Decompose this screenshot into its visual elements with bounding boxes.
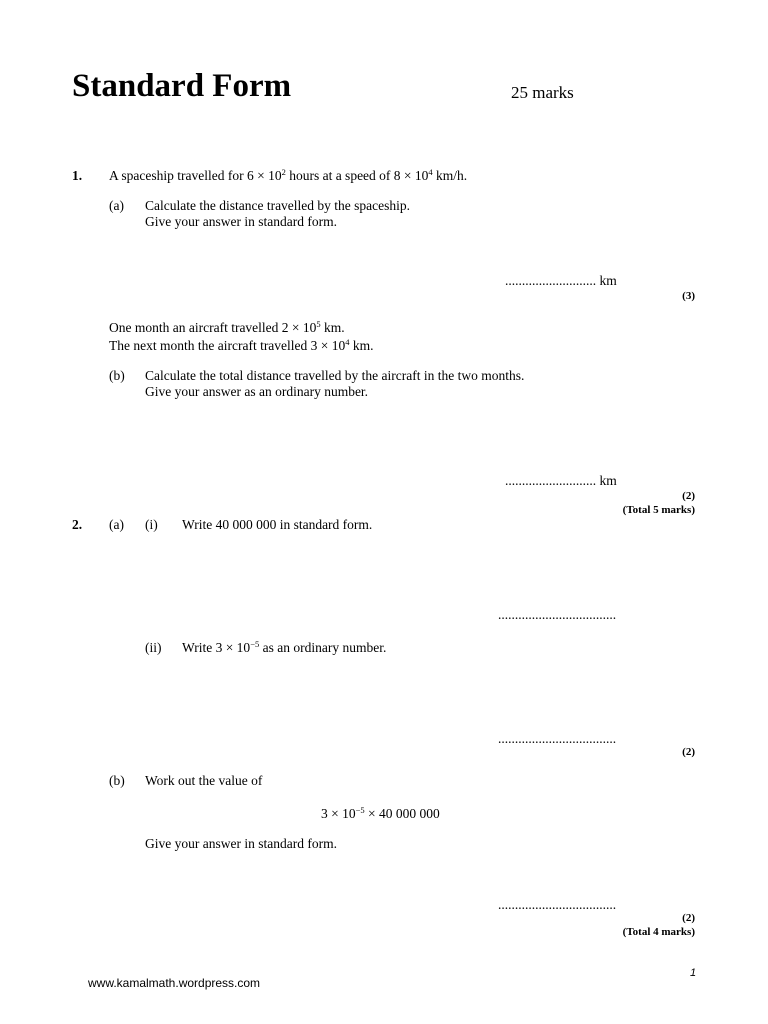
aircraft-info-line2: The next month the aircraft travelled $3 \times 10^4$ km. <box>109 337 374 353</box>
question-1-stem: A spaceship travelled for $6 \times 10^2$ hours at a speed of $8 \times 10^4$ km/h. <box>109 167 468 183</box>
page-title: Standard Form <box>72 68 292 104</box>
question-1-total: (Total 5 marks) <box>622 504 695 516</box>
part-1b-line2: Give your answer as an ordinary number. <box>145 384 369 399</box>
part-2a-label: (a) <box>109 517 124 532</box>
part-1a-answer-line[interactable]: ........................... km <box>505 273 617 288</box>
part-2a-i-answer-line[interactable]: ................................... <box>498 607 617 622</box>
part-2b-line1: Work out the value of <box>145 773 263 788</box>
part-2a-marks: (2) <box>682 746 695 758</box>
part-2a-ii-text: Write $3 \times 10^{-5}$ as an ordinary number. <box>182 639 387 655</box>
part-2b-expression: $3 \times 10^{-5} \times 40$ 000 000 <box>321 805 440 821</box>
part-1a-line2: Give your answer in standard form. <box>145 214 337 229</box>
part-1b-marks: (2) <box>682 490 695 502</box>
part-2a-i-label: (i) <box>145 517 158 532</box>
part-2b-label: (b) <box>109 773 125 788</box>
question-2-number: 2. <box>72 517 83 532</box>
part-2b-answer-line[interactable]: ................................... <box>498 897 617 912</box>
part-2b-marks: (2) <box>682 912 695 924</box>
part-1a-marks: (3) <box>682 290 695 302</box>
total-marks: 25 marks <box>511 83 574 102</box>
question-2-total: (Total 4 marks) <box>622 926 695 938</box>
part-2a-i-text: Write 40 000 000 in standard form. <box>182 517 373 532</box>
aircraft-info-line1: One month an aircraft travelled $2 \times 10^5$ km. <box>109 319 345 335</box>
part-1b-answer-line[interactable]: ........................... km <box>505 473 617 488</box>
question-1-number: 1. <box>72 168 83 183</box>
part-1b-line1: Calculate the total distance travelled by the aircraft in the two months. <box>145 368 525 383</box>
part-2a-ii-answer-line[interactable]: ................................... <box>498 731 617 746</box>
part-1a-line1: Calculate the distance travelled by the spaceship. <box>145 198 411 213</box>
part-1a-label: (a) <box>109 198 124 213</box>
page-number: 1 <box>690 967 697 979</box>
part-2b-line2: Give your answer in standard form. <box>145 836 337 851</box>
footer-website[interactable]: www.kamalmath.wordpress.com <box>88 976 261 990</box>
part-1b-label: (b) <box>109 368 125 383</box>
part-2a-ii-label: (ii) <box>145 640 162 655</box>
